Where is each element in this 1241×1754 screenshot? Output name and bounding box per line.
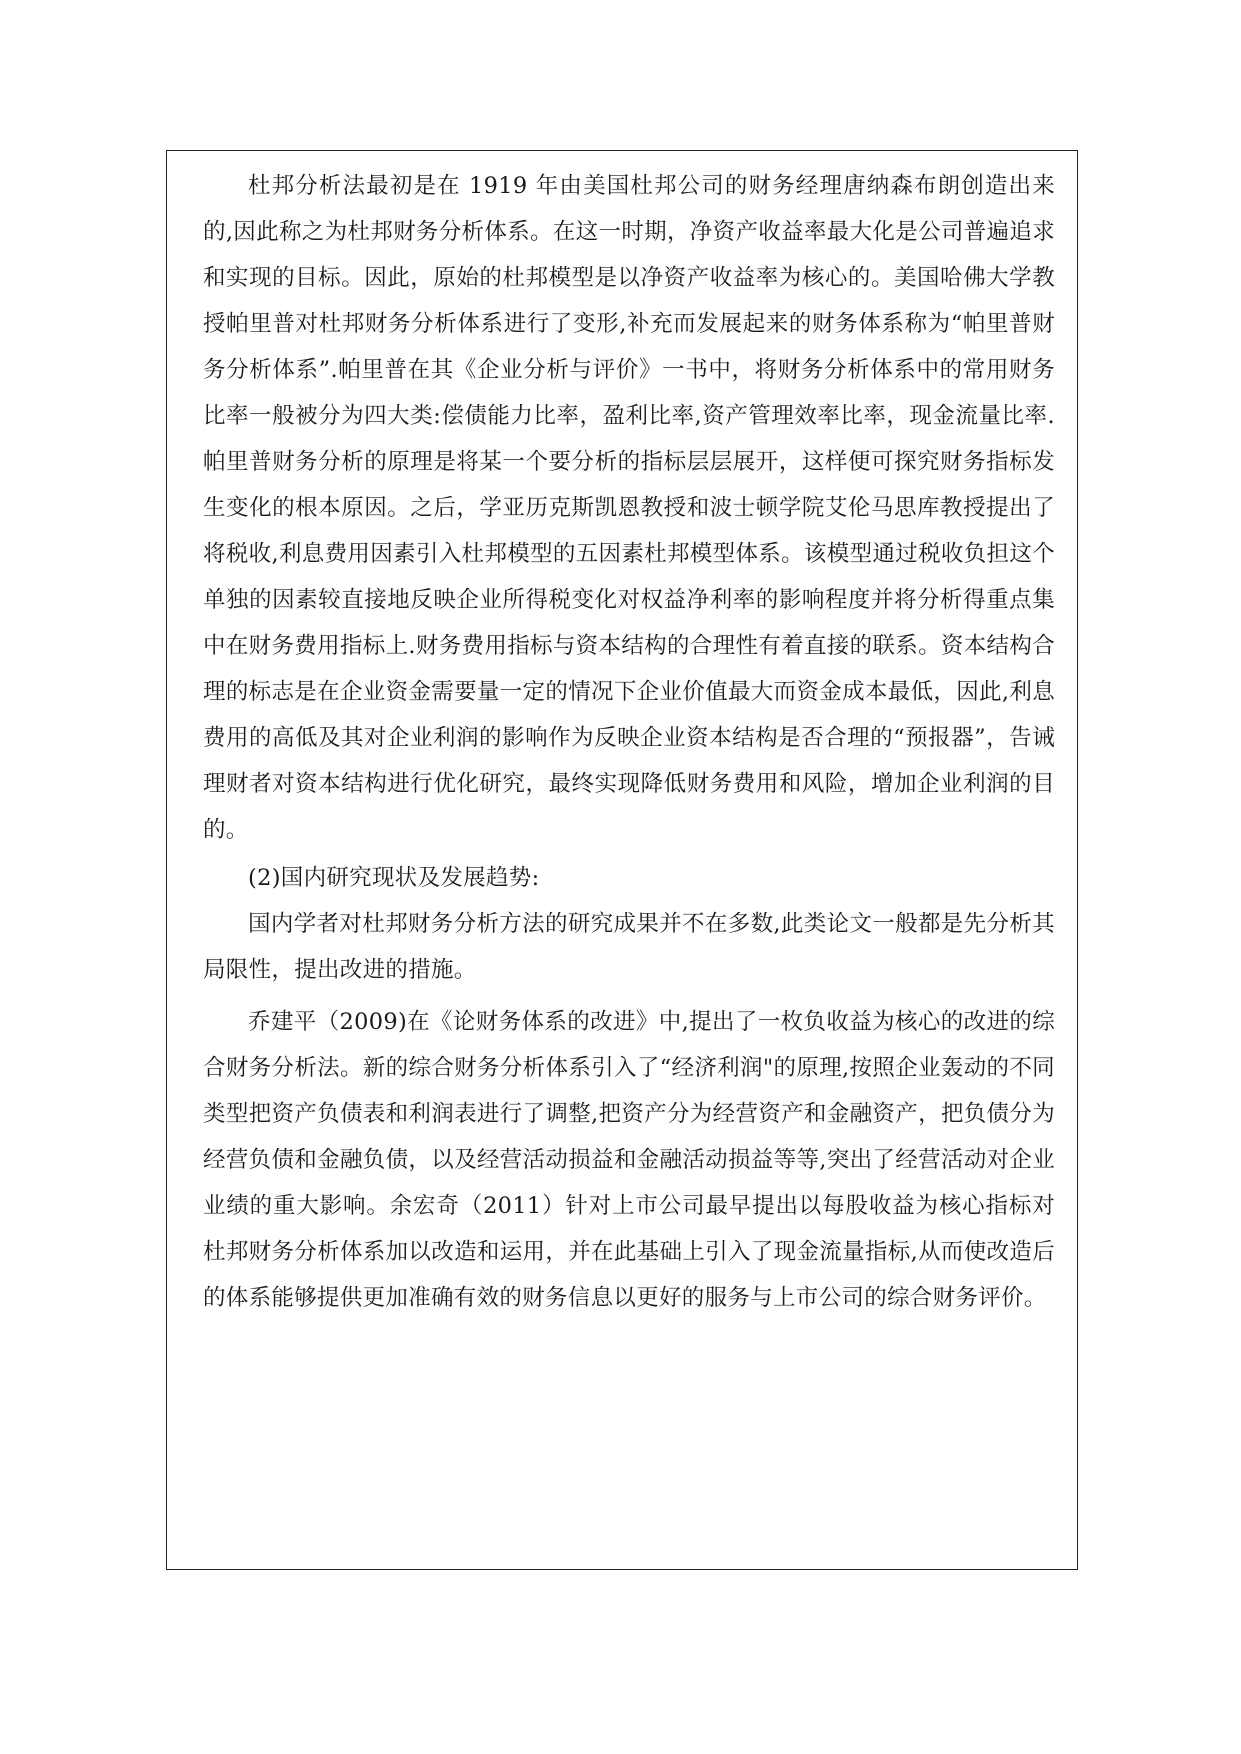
document-body [203,163,1055,1321]
paragraph-qiao-jianping: 乔建平（2009)在《论财务体系的改进》中,提出了一枚负收益为核心的改进的综合财务分析法。新的综合财务分析体系引入了“经济利润"的原理,按照企业轰动的不同类型把资产负债表和利润表进行了调整,把资产分为经营资产和金融资产，把负债分为经营负债和金融负债，以及经营活动损益和金融活动损益等等,突出了经营活动对企业业绩的重大影响。余宏奇（2011）针对上市公司最早提出以每股收益为核心指标对杜邦财务分析体系加以改造和运用，并在此基础上引入了现金流量指标,从而使改造后的体系能够提供更加准确有效的财务信息以更好的服务与上市公司的综合财务评价。 [203,1009,1055,1311]
content-frame [166,150,1078,1570]
paragraph-dupont-history: 杜邦分析法最初是在 1919 年由美国杜邦公司的财务经理唐纳森布朗创造出来的,因此称之为杜邦财务分析体系。在这一时期，净资产收益率最大化是公司普遍追求和实现的目标。因此，原始的杜邦模型是以净资产收益率为核心的。美国哈佛大学教授帕里普对杜邦财务分析体系进行了变形,补充而发展起来的财务体系称为“帕里普财务分析体系”.帕里普在其《企业分析与评价》一书中，将财务分析体系中的常用财务比率一般被分为四大类:偿债能力比率，盈利比率,资产管理效率比率，现金流量比率.帕里普财务分析的原理是将某一个要分析的指标层层展开，这样便可探究财务指标发生变化的根本原因。之后，学亚历克斯凯恩教授和波士顿学院艾伦马思库教授提出了将税收,利息费用因素引入杜邦模型的五因素杜邦模型体系。该模型通过税收负担这个单独的因素较直接地反映企业所得税变化对权益净利率的影响程度并将分析得重点集中在财务费用指标上.财务费用指标与资本结构的合理性有着直接的联系。资本结构合理的标志是在企业资金需要量一定的情况下企业价值最大而资金成本最低，因此,利息费用的高低及其对企业利润的影响作为反映企业资本结构是否合理的“预报器”，告诫理财者对资本结构进行优化研究，最终实现降低财务费用和风险，增加企业利润的目的。 [203,173,1055,843]
section-heading-domestic-research: (2)国内研究现状及发展趋势: [248,865,540,891]
paragraph-domestic-scholars: 国内学者对杜邦财务分析方法的研究成果并不在多数,此类论文一般都是先分析其局限性，提出改进的措施。 [203,911,1055,983]
